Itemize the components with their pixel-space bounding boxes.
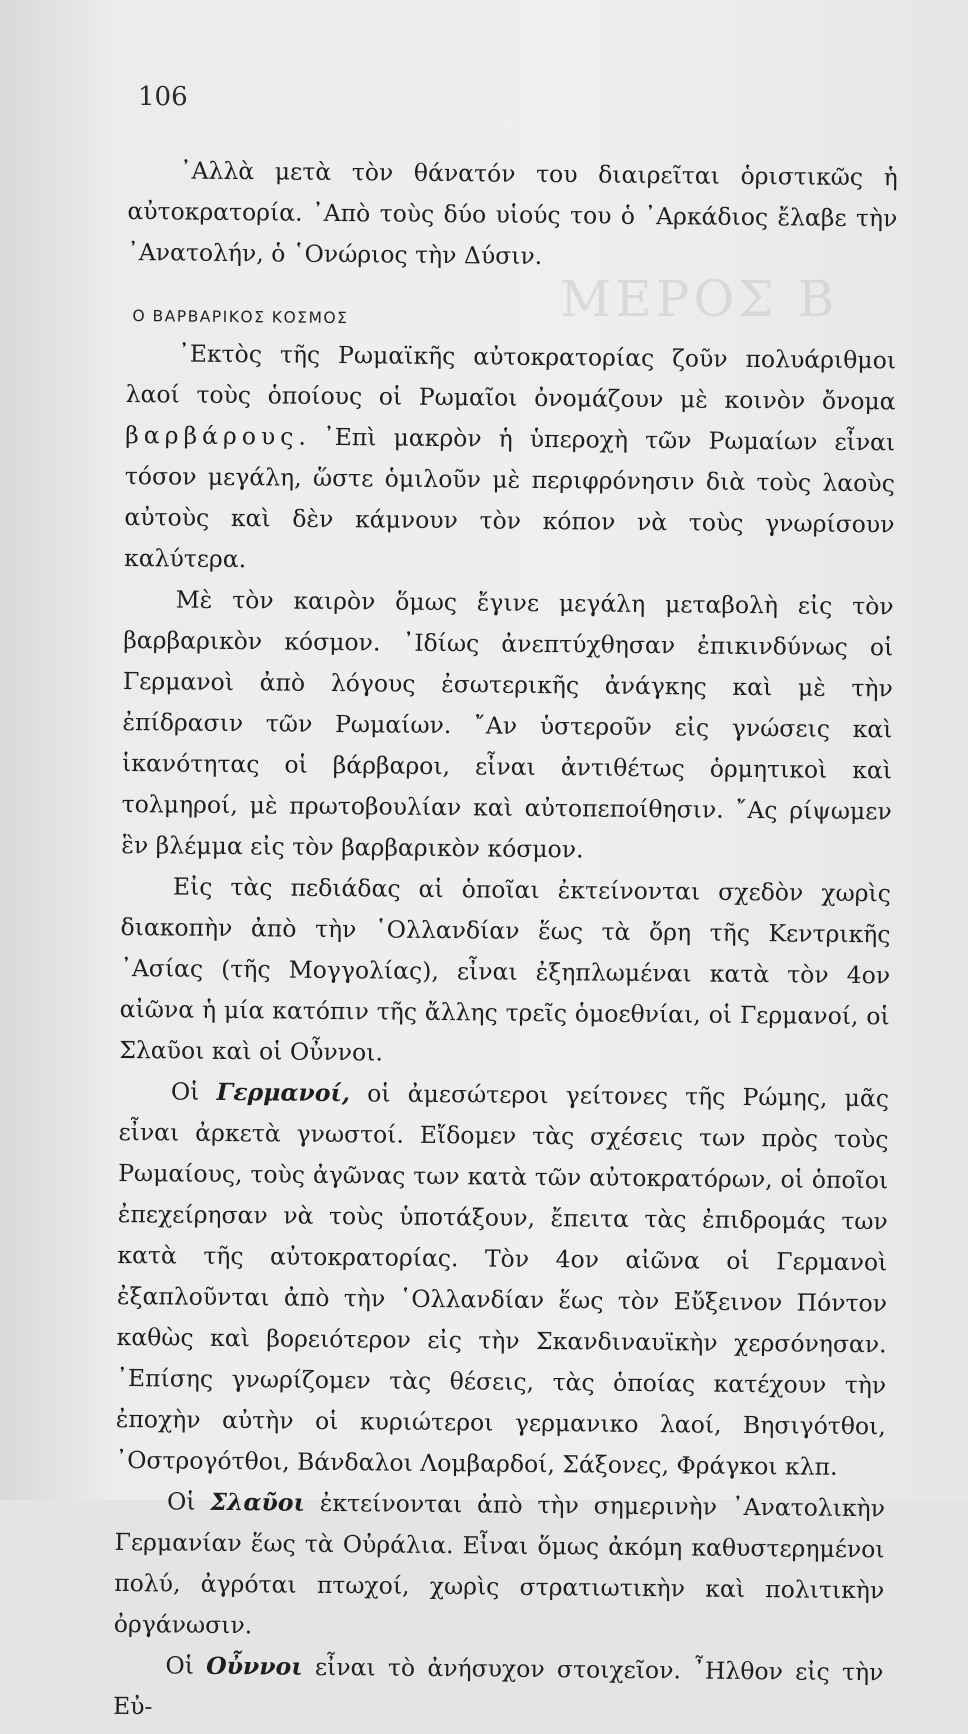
term-slavs: Σλαῦοι bbox=[210, 1487, 306, 1517]
term-huns: Οὖννοι bbox=[206, 1651, 303, 1681]
bleed-through-text: ΜΕΡΟΣ Β bbox=[560, 270, 839, 328]
paragraph-change: Μὲ τὸν καιρὸν ὅμως ἔγινε μεγάλη μεταβολὴ εἰς τὸν βαρβαρικὸν κόσμον. ᾿Ιδίως ἀνεπτύχθησαν ἐπικινδύνως οἱ Γερμανοὶ ἀπὸ λόγους ἐσωτερικῆς ἀνάγκης καὶ μὲ τὴν ἐπίδρασιν τῶν Ρωμαίων. ῎Αν ὑστεροῦν εἰς γνώσεις καὶ ἱκανότητας οἱ βάρβαροι, εἶναι ἀντιθέτως ὁρμητικοὶ καὶ τολμηροί, μὲ πρωτοβουλίαν καὶ αὐτοπεποίθησιν. ῎Ας ρίψωμεν ἓν βλέμμα εἰς τὸν βαρβαρικὸν κόσμον. bbox=[121, 585, 894, 864]
paragraph-plains: Εἰς τὰς πεδιάδας αἱ ὁποῖαι ἐκτείνονται σχεδὸν χωρὶς διακοπὴν ἀπὸ τὴν ῾Ολλανδίαν ἕως τὰ ὄρη τῆς Κεντρικῆς ᾿Ασίας (τῆς Μογγολίας), εἶναι ἐξηπλωμέναι κατὰ τὸν 4ον αἰῶνα ἡ μία κατόπιν τῆς ἄλλης τρεῖς ὁμοεθνίαι, οἱ Γερμανοί, οἱ Σλαῦοι καὶ οἱ Οὖννοι. bbox=[119, 872, 892, 1067]
text-span: ἐκτείνονται ἀπὸ τὴν σημερινὴν ᾿Ανατολικὴν Γερμανίαν ἕως τὰ Οὐράλια. Εἶναι ὅμως ἀκόμη καθυστερημένοι πολύ, ἀγρόται πτωχοί, χωρὶς στρατιωτικὴν καὶ πολιτικὴν ὀργάνωσιν. bbox=[113, 1488, 886, 1640]
text-span: Οἱ bbox=[165, 1651, 207, 1680]
text-span: εἶναι τὸ ἀνήσυχον στοιχεῖον. ῏Ηλθον εἰς τὴν Εὐ- bbox=[112, 1652, 884, 1721]
text-span: Οἱ bbox=[170, 1077, 217, 1106]
term-germans: Γερμανοί, bbox=[216, 1077, 351, 1108]
spaced-term: βαρβάρους bbox=[125, 420, 299, 451]
text-span: ᾿Εκτὸς τῆς Ρωμαϊκῆς αὐτοκρατορίας ζοῦν πολυάριθμοι λαοί τοὺς ὁποίους οἱ Ρωμαῖοι ὀνομάζουν μὲ κοινὸν ὄνομα bbox=[125, 339, 897, 416]
text-span: . ᾿Επὶ μακρὸν ἡ ὑπεροχὴ τῶν Ρωμαίων εἶναι τόσον μεγάλη, ὥστε ὁμιλοῦν μὲ περιφρόνησιν διὰ τοὺς λαοὺς αὐτοὺς καὶ δὲν κάμνουν τὸν κόπον νὰ τοὺς γνωρίσουν καλύτερα. bbox=[123, 422, 896, 574]
body-text bbox=[113, 150, 898, 1734]
page-number: 106 bbox=[138, 82, 188, 112]
paragraph-germans bbox=[115, 1071, 889, 1488]
paragraph-huns bbox=[113, 1645, 884, 1734]
text-span: Οἱ bbox=[166, 1487, 211, 1516]
paragraph-intro: ᾿Αλλὰ μετὰ τὸν θάνατόν του διαιρεῖται ὁριστικῶς ἡ αὐτοκρατορία. ᾿Απὸ τοὺς δύο υἱούς του ὁ ᾿Αρκάδιος ἔλαβε τὴν ᾿Ανατολήν, ὁ ῾Ονώριος τὴν Δύσιν. bbox=[126, 156, 898, 270]
paragraph-barbarians bbox=[124, 333, 896, 586]
text-span: οἱ ἀμεσώτεροι γείτονες τῆς Ρώμης, μᾶς εἶναι ἀρκετὰ γνωστοί. Εἴδομεν τὰς σχέσεις των πρὸς τοὺς Ρωμαίους, τοὺς ἀγῶνας των κατὰ τῶν αὐτοκρατόρων, οἱ ὁποῖοι ἐπεχείρησαν νὰ τοὺς ὑποτάξουν, ἔπειτα τὰς ἐπιδρομάς των κατὰ τῆς αὐτοκρατορίας. Τὸν 4ον αἰῶνα οἱ Γερμανοὶ ἐξαπλοῦνται ἀπὸ τὴν ῾Ολλανδίαν ἕως τὸν Εὔξεινον Πόντον καθὼς καὶ βορειότερον εἰς τὴν Σκανδιναυϊκὴν χερσόνησαν. ᾿Επίσης γνωρίζομεν τὰς θέσεις, τὰς ὁποίας κατέχουν τὴν ἐποχὴν αὐτὴν οἱ κυριώτεροι γερμανικο λαοί, Βησιγότθοι, ᾿Οστρογότθοι, Βάνδαλοι Λομβαρδοί, Σάξονες, Φράγκοι κλπ. bbox=[115, 1079, 890, 1481]
paragraph-slavs bbox=[114, 1481, 886, 1652]
section-heading: Ο ΒΑΡΒΑΡΙΚΟΣ ΚΟΣΜΟΣ bbox=[132, 307, 349, 328]
